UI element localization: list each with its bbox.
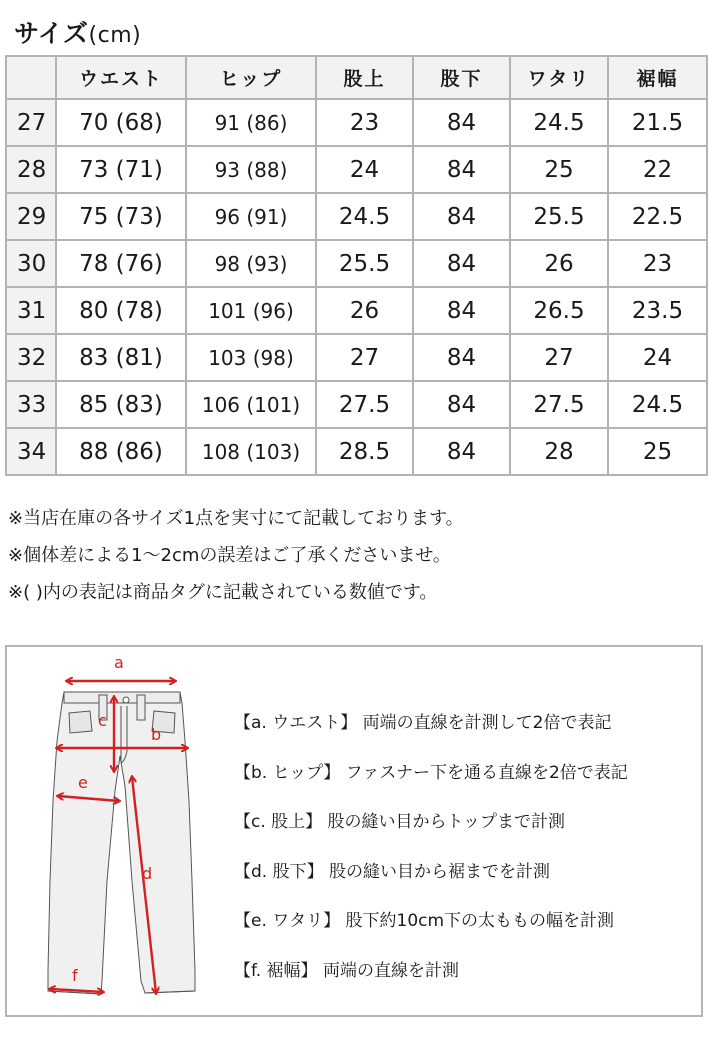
legend-item-c: 【c. 股上】 股の縫い目からトップまで計測	[234, 812, 566, 832]
cell-waist: 78 (76)	[56, 240, 186, 287]
table-row	[6, 334, 707, 381]
notes	[8, 500, 464, 611]
size-label: 32	[6, 334, 56, 381]
cell-rise: 24.5	[316, 193, 413, 240]
header-waist: ウエスト	[56, 56, 186, 99]
cell-hip: 101 (96)	[186, 287, 316, 334]
label-b: b	[151, 725, 162, 744]
cell-inseam: 84	[413, 381, 510, 428]
cell-rise: 25.5	[316, 240, 413, 287]
size-label: 31	[6, 287, 56, 334]
cell-hem: 24	[608, 334, 707, 381]
legend-item-a: 【a. ウエスト】 両端の直線を計測して2倍で表記	[234, 713, 612, 733]
legend-item-f: 【f. 裾幅】 両端の直線を計測	[234, 960, 459, 981]
measurement-legend	[234, 699, 628, 996]
cell-hip: 108 (103)	[186, 428, 316, 475]
table-row	[6, 99, 707, 146]
cell-hem: 21.5	[608, 99, 707, 146]
header-corner	[6, 56, 56, 99]
cell-waist: 85 (83)	[56, 381, 186, 428]
cell-hem: 22.5	[608, 193, 707, 240]
note-line: ※( )内の表記は商品タグに記載されている数値です。	[8, 582, 438, 603]
table-row	[6, 193, 707, 240]
cell-thigh: 26	[510, 240, 608, 287]
cell-thigh: 27.5	[510, 381, 608, 428]
cell-hem: 23.5	[608, 287, 707, 334]
header-inseam: 股下	[413, 56, 510, 99]
size-label: 33	[6, 381, 56, 428]
cell-thigh: 25.5	[510, 193, 608, 240]
cell-rise: 26	[316, 287, 413, 334]
cell-hip: 98 (93)	[186, 240, 316, 287]
size-label: 29	[6, 193, 56, 240]
cell-hem: 23	[608, 240, 707, 287]
table-row	[6, 428, 707, 475]
cell-inseam: 84	[413, 287, 510, 334]
cell-inseam: 84	[413, 428, 510, 475]
title-text: サイズ	[14, 19, 89, 48]
cell-hem: 22	[608, 146, 707, 193]
label-d: d	[142, 864, 153, 883]
size-label: 27	[6, 99, 56, 146]
page-title	[14, 14, 141, 50]
cell-waist: 73 (71)	[56, 146, 186, 193]
label-f: f	[72, 966, 78, 985]
size-table	[5, 55, 708, 476]
cell-hip: 93 (88)	[186, 146, 316, 193]
header-rise: 股上	[316, 56, 413, 99]
cell-rise: 23	[316, 99, 413, 146]
cell-waist: 88 (86)	[56, 428, 186, 475]
cell-thigh: 25	[510, 146, 608, 193]
cell-waist: 83 (81)	[56, 334, 186, 381]
cell-hip: 91 (86)	[186, 99, 316, 146]
cell-inseam: 84	[413, 193, 510, 240]
note-line: ※当店在庫の各サイズ1点を実寸にて記載しております。	[8, 508, 464, 529]
cell-thigh: 28	[510, 428, 608, 475]
cell-rise: 24	[316, 146, 413, 193]
table-row	[6, 287, 707, 334]
cell-thigh: 27	[510, 334, 608, 381]
size-label: 34	[6, 428, 56, 475]
cell-rise: 28.5	[316, 428, 413, 475]
legend-item-e: 【e. ワタリ】 股下約10cm下の太ももの幅を計測	[234, 911, 615, 931]
label-e: e	[78, 773, 88, 792]
cell-thigh: 24.5	[510, 99, 608, 146]
cell-inseam: 84	[413, 99, 510, 146]
cell-hip: 103 (98)	[186, 334, 316, 381]
cell-inseam: 84	[413, 240, 510, 287]
size-label: 28	[6, 146, 56, 193]
cell-inseam: 84	[413, 334, 510, 381]
cell-inseam: 84	[413, 146, 510, 193]
measurement-diagram-box	[5, 645, 703, 1017]
cell-waist: 70 (68)	[56, 99, 186, 146]
cell-thigh: 26.5	[510, 287, 608, 334]
cell-rise: 27.5	[316, 381, 413, 428]
table-row	[6, 146, 707, 193]
title-unit: (cm)	[88, 23, 142, 48]
header-thigh: ワタリ	[510, 56, 608, 99]
note-line: ※個体差による1〜2cmの誤差はご了承くださいませ。	[8, 545, 451, 566]
table-header-row	[6, 56, 707, 99]
table-row	[6, 240, 707, 287]
label-a: a	[114, 653, 124, 672]
cell-hip: 106 (101)	[186, 381, 316, 428]
cell-rise: 27	[316, 334, 413, 381]
label-c: c	[98, 711, 107, 730]
size-label: 30	[6, 240, 56, 287]
header-hem: 裾幅	[608, 56, 707, 99]
cell-hip: 96 (91)	[186, 193, 316, 240]
cell-hem: 24.5	[608, 381, 707, 428]
cell-waist: 80 (78)	[56, 287, 186, 334]
header-hip: ヒップ	[186, 56, 316, 99]
legend-item-b: 【b. ヒップ】 ファスナー下を通る直線を2倍で表記	[234, 762, 628, 783]
cell-hem: 25	[608, 428, 707, 475]
legend-item-d: 【d. 股下】 股の縫い目から裾までを計測	[234, 861, 551, 882]
table-row	[6, 381, 707, 428]
cell-waist: 75 (73)	[56, 193, 186, 240]
